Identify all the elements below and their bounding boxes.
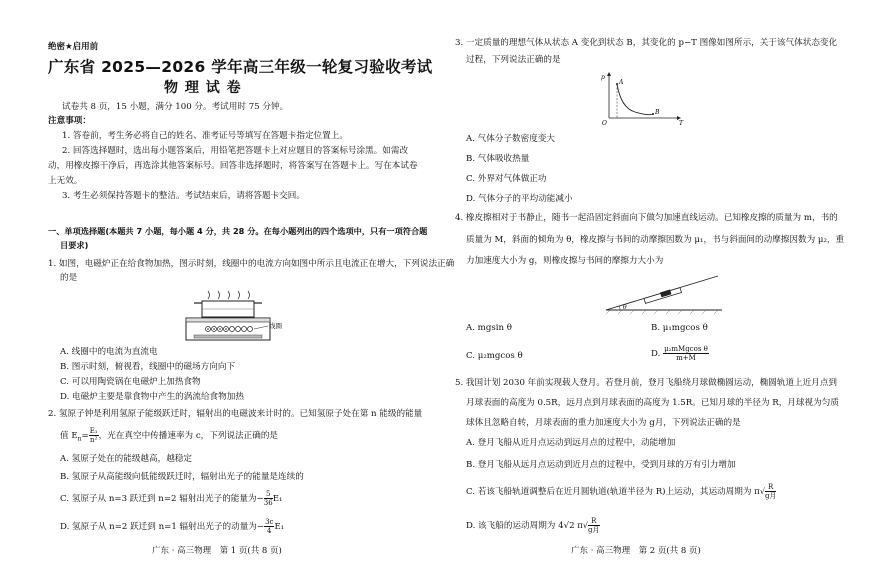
exam-info: 试卷共 8 页，15 小题，满分 100 分。考试用时 75 分钟。 [62,102,289,112]
incline-angle-label: θ [623,304,627,311]
q5-option-d [466,517,600,534]
point-b-label: B [655,109,660,116]
q4-option-c: C. μ₂mgcos θ [466,351,523,361]
q5-option-c [466,483,776,500]
q3-stem-line-1: 3. 一定质量的理想气体从状态 A 变化到状态 B，其变化的 p−T 图像如图所示，关于该气体状态变化 [455,38,838,48]
page-2 [435,0,870,578]
q2-stem-line-2 [60,427,278,445]
q5-option-d-fraction [588,517,599,534]
q2-option-c-fraction [264,490,273,507]
q2-energy-fraction [89,427,99,444]
fraction-denominator: g月 [588,526,600,534]
q5-stem-line-1: 5. 我国计划 2030 年前实现载人登月。若登月前，登月飞船绕月球做椭圆运动，椭圆轨道上近月点到 [455,378,838,388]
q1-option-b: B. 图示时刻，俯视看，线圈中的磁场方向向下 [60,362,236,372]
q1-stem-line-2: 的是 [60,273,78,283]
q3-option-a: A. 气体分子数密度变大 [466,134,556,144]
q1-option-d: D. 电磁炉主要是靠食物中产生的涡流给食物加热 [60,392,244,402]
q3-option-c: C. 外界对气体做正功 [466,174,547,184]
q5-option-d-text: D. 该飞船的运动周期为 4√2 π [466,521,583,531]
q2-option-c-unit: E₁ [272,494,283,504]
fraction-numerator: 3c [265,518,274,526]
q5-option-c-text: C. 若该飞船轨道调整后在近月圆轨道(轨道半径为 R)上运动，其运动周期为 π [466,487,760,497]
q2-equals: = [81,431,89,441]
q4-option-d-letter: D. [651,349,661,359]
secret-label: 绝密★启用前 [48,42,99,52]
q2-option-d-text: D. 氢原子从 n=2 跃迁到 n=1 辐射出光子的动量为− [60,522,265,532]
q1-option-c: C. 可以用陶瓷锅在电磁炉上加热食物 [60,377,201,387]
q4-stem-line-2: 质量为 M，斜面的倾角为 θ，橡皮擦与书间的动摩擦因数为 μ₁，书与斜面间的动摩擦因数为 μ₂，重 [466,235,845,245]
section-1-heading: 一、单项选择题(本题共 7 小题，每小题 4 分，共 28 分。在每小题列出的四个选项中，只有一项符合题 [48,226,428,236]
section-1-heading-cont: 目要求) [60,240,89,250]
q2-option-d-fraction [264,518,274,535]
q5-stem-line-2: 月球表面的高度为 0.5R，远月点到月球表面的高度为 1.5R。已知月球的半径为 R，月球视为匀质 [466,398,839,408]
fraction-denominator: 36 [263,499,273,507]
q2-option-d [60,518,284,535]
q1-option-a: A. 线圈中的电流为直流电 [60,347,158,357]
note-2-line-1: 2. 回答选择题时，选出每小题答案后，用铅笔把答题卡上对应题目的答案标号涂黑。如需改 [62,146,409,156]
q5-stem-line-3: 球体且忽略自转，月球表面的重力加速度大小为 g月，下列说法正确的是 [466,418,741,428]
q4-option-b: B. μ₁mgcos θ [651,323,708,333]
fraction-denominator: n² [89,436,98,444]
fraction-numerator: μ₂mMgcos θ [664,345,708,353]
sqrt-symbol: √ [582,521,589,530]
note-3: 3. 考生必须保持答题卡的整洁。考试结束后，请将答题卡交回。 [62,191,305,201]
q2-stem-line-1: 2. 氢原子钟是利用氢原子能级跃迁时，辐射出的电磁波来计时的。已知氢原子处在第 n 能级的能量 [48,409,423,419]
fraction-denominator: g月 [764,492,777,500]
fraction-denominator: m+M [676,354,696,362]
page-2-footer: 广东 · 高三物理 第 2 页(共 8 页) [571,546,701,556]
q2-option-c [60,490,282,507]
axis-label-p: p [601,74,605,81]
point-a-label: A [619,79,624,86]
q3-option-d: D. 气体分子的平均动能减小 [466,194,573,204]
q2-option-b: B. 氢原子从高能级向低能级跃迁时，辐射出光子的能量是连续的 [60,472,304,482]
sqrt-symbol: √ [759,487,765,496]
fraction-numerator: R [588,517,599,526]
note-1: 1. 答卷前，考生务必将自己的姓名、准考证号等填写在答题卡指定位置上。 [62,131,348,141]
note-2-line-2: 动，用橡皮擦干净后，再选涂其他答案标号。回答非选择题时，将答案写在答题卡上。写在本试卷 [48,161,418,171]
q3-stem-line-2: 过程，下列说法正确的是 [466,55,561,65]
q2-option-d-unit: E₁ [274,522,285,532]
exam-subtitle: 物 理 试 卷 [164,80,242,96]
q4-option-a: A. mgsin θ [466,323,512,333]
notes-heading: 注意事项： [48,116,91,126]
q5-option-c-fraction [765,483,776,500]
induction-cooker-figure [180,289,290,345]
q1-stem-line-1: 1. 如图，电磁炉正在给食物加热，图示时刻，线圈中的电流方向如图中所示且电流正在增大，下列说法正确 [48,259,455,269]
axis-label-T: T [679,120,684,126]
exam-title: 广东省 2025—2026 学年高三年级一轮复习验收考试 [48,58,433,76]
note-2-line-3: 上无效。 [48,176,83,186]
q4-stem-line-3: 力加速度大小为 g，则橡皮擦与书间的摩擦力大小为 [466,256,664,266]
q3-option-b: B. 气体吸收热量 [466,154,530,164]
page-1-footer: 广东 · 高三物理 第 1 页(共 8 页) [152,546,282,556]
q2-energy-subscript: n [77,435,82,443]
q5-option-a: A. 登月飞船从近月点运动到远月点的过程中，动能增加 [466,438,676,448]
coil-label: 线圈 [269,322,282,330]
q5-option-b: B. 登月飞船从远月点运动到近月点的过程中，受到月球的万有引力增加 [466,460,736,470]
pt-graph [595,70,685,126]
q2-option-a: A. 氢原子处在的能级越高，越稳定 [60,454,192,464]
q2-energy-symbol: 值 E [60,431,78,441]
q4-option-d-fraction [663,345,709,362]
q2-stem-tail: ，光在真空中传播速率为 c，下列说法正确的是 [98,431,279,441]
q4-stem-line-1: 4. 橡皮擦相对于书静止，随书一起沿固定斜面向下做匀加速直线运动。已知橡皮擦的质量为 m，书的 [455,213,838,223]
q2-option-c-text: C. 氢原子从 n=3 跃迁到 n=2 辐射出光子的能量为− [60,494,264,504]
fraction-numerator: E₁ [89,427,98,435]
fraction-numerator: R [765,483,776,492]
fraction-numerator: 5 [264,490,273,499]
fraction-denominator: 4 [267,527,272,535]
q4-option-d [651,345,709,362]
origin-label: O [602,120,607,126]
incline-figure [600,270,730,316]
